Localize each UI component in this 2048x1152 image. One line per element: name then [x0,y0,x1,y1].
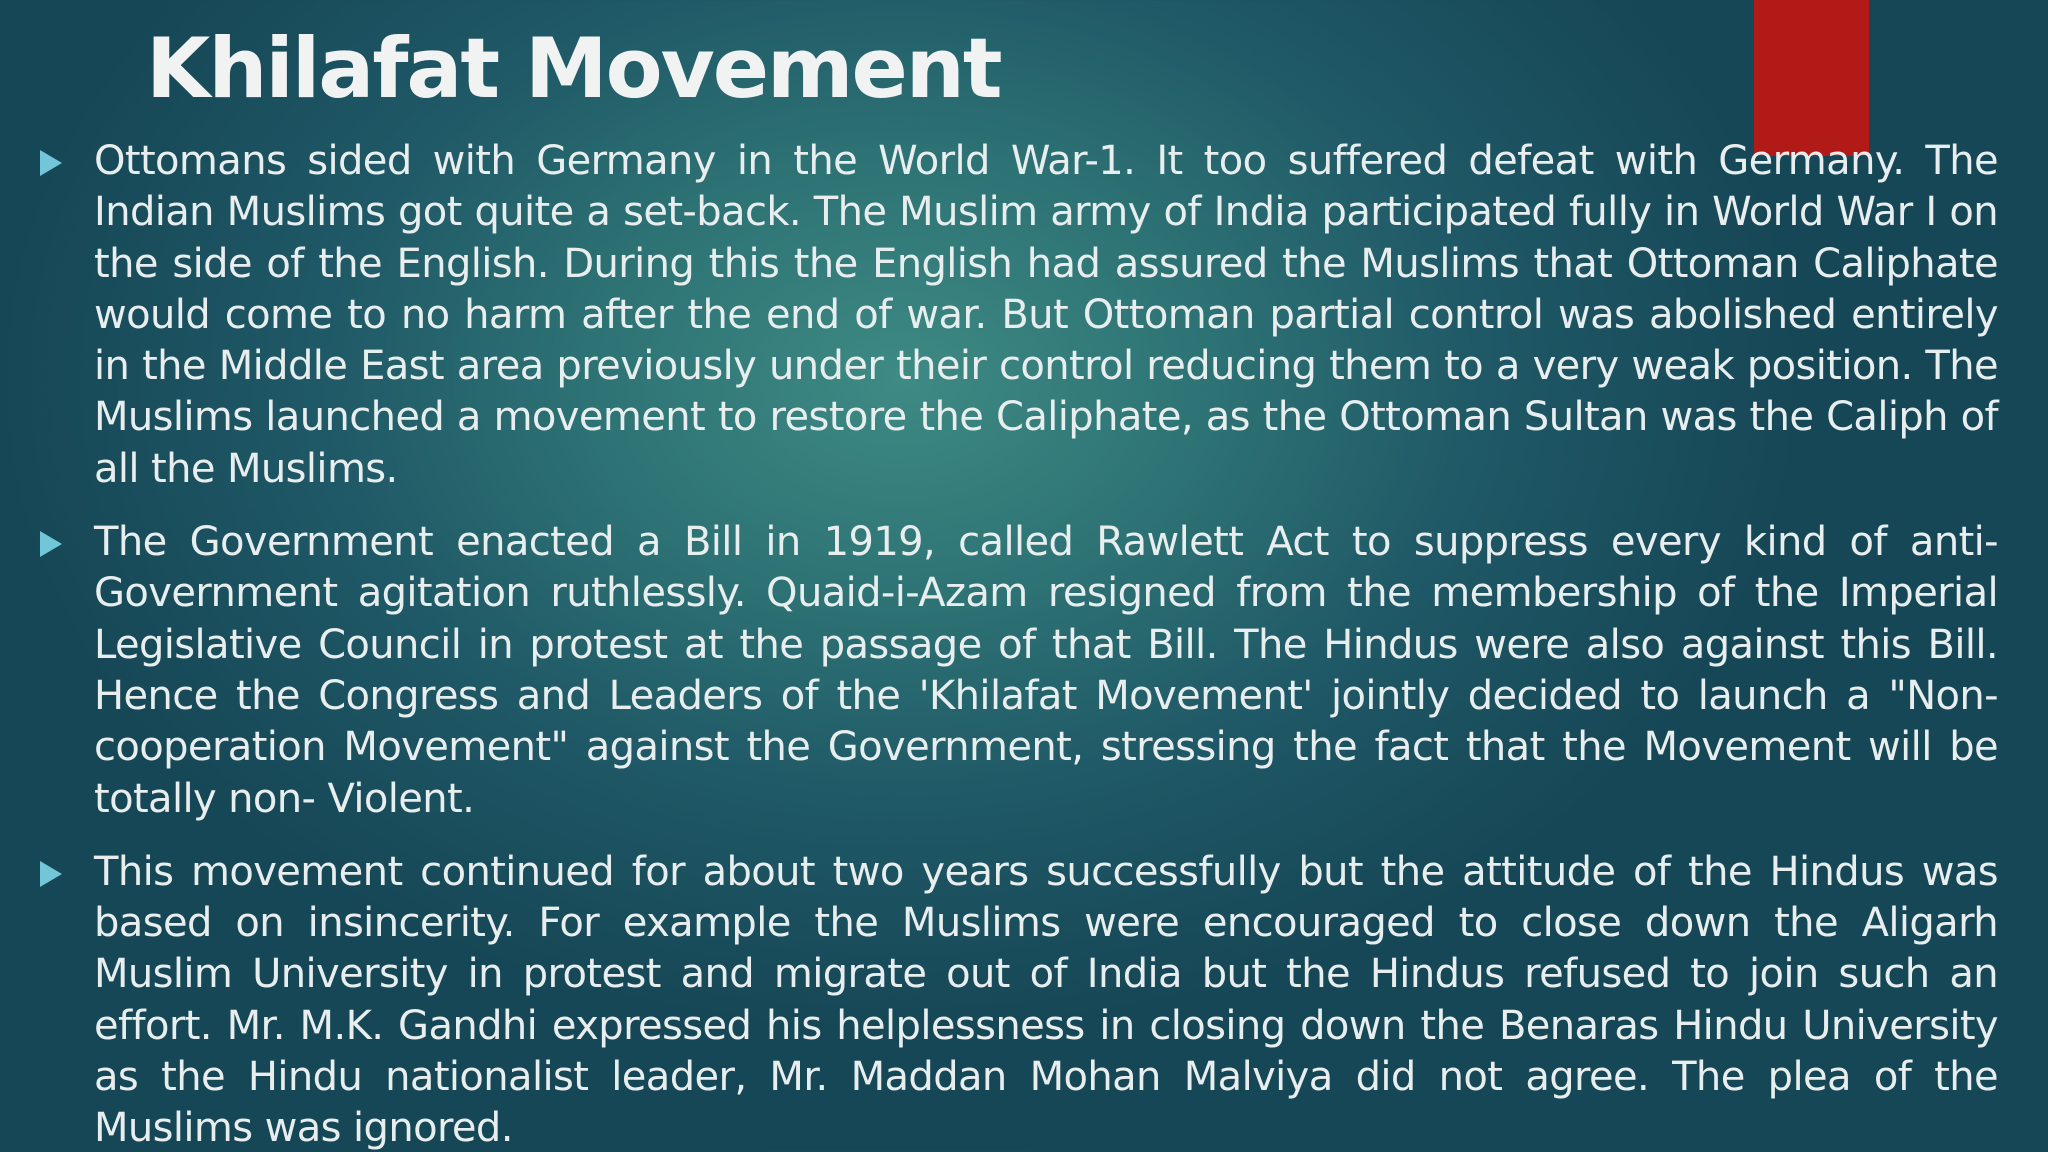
bullet-item-2 [0,517,2048,825]
slide-title: Khilafat Movement [146,20,1001,117]
bullet-text: This movement continued for about two years successfully but the attitude of the Hindus was based on insincerity. For example the Muslims were encouraged to close down the Aligarh Muslim University in protest and migrate out of India but the Hindus refused to join such an effort. Mr. M.K. Gandhi expressed his helplessness in closing down the Benaras Hindu University as the Hindu nationalist leader, Mr. Maddan Mohan Malviya did not agree. The plea of the Muslims was ignored. [94,848,1998,1152]
accent-bar [1754,0,1869,156]
triangle-right-icon [40,150,62,176]
triangle-right-icon [40,531,62,557]
bullet-list [0,136,2048,1152]
triangle-right-icon [40,861,62,887]
bullet-item-3 [0,847,2048,1152]
bullet-item-1 [0,136,2048,495]
bullet-text: The Government enacted a Bill in 1919, called Rawlett Act to suppress every kind of anti-Government agitation ruthlessly. Quaid-i-Azam resigned from the membership of the Imperial Legislative Council in protest at the passage of that Bill. The Hindus were also against this Bill. Hence the Congress and Leaders of the 'Khilafat Movement' jointly decided to launch a "Non-cooperation Movement" against the Government, stressing the fact that the Movement will be totally non- Violent. [94,519,1998,822]
bullet-text: Ottomans sided with Germany in the World War-1. It too suffered defeat with Germany. The Indian Muslims got quite a set-back. The Muslim army of India participated fully in World War I on the side of the English. During this the English had assured the Muslims that Ottoman Caliphate would come to no harm after the end of war. But Ottoman partial control was abolished entirely in the Middle East area previously under their control reducing them to a very weak position. The Muslims launched a movement to restore the Caliphate, as the Ottoman Sultan was the Caliph of all the Muslims. [94,138,1998,492]
